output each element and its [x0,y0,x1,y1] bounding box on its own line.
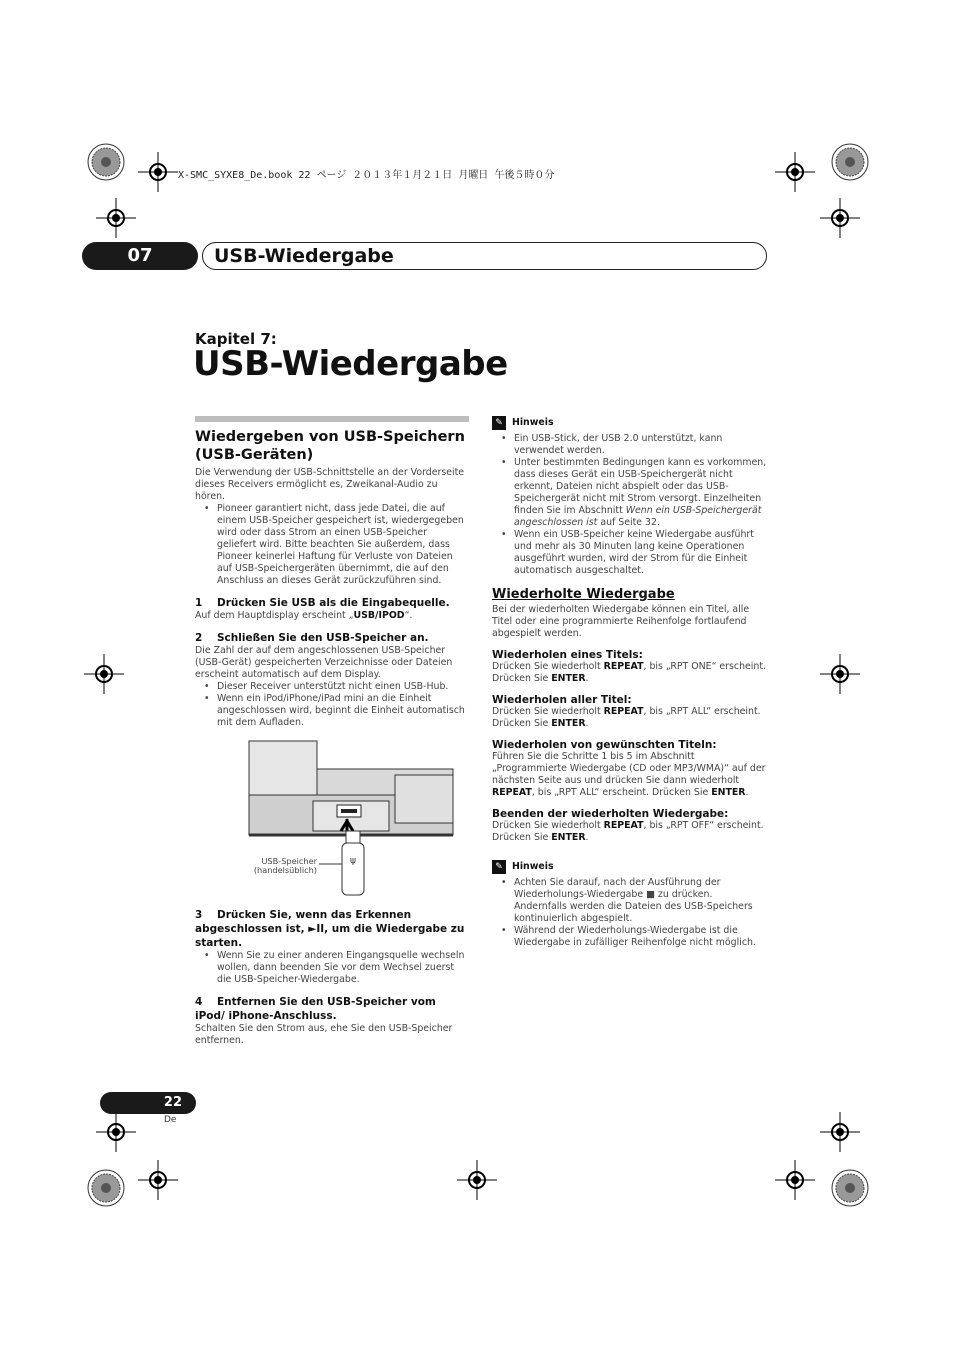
bullet-list [195,950,469,986]
list-item: • Wenn Sie zu einer anderen Eingangsquelle wechseln wollen, dann beenden Sie vor dem Wechsel zuerst die USB-Speicher-Wiedergabe. [195,950,469,986]
hint-icon: ✎ [492,860,506,874]
step-1-text: Auf dem Hauptdisplay erscheint „USB/IPOD“. [195,610,413,621]
section-bar [195,416,469,422]
hint-heading: ✎ Hinweis [492,416,768,430]
left-column [195,416,469,1047]
crosshair-mark-icon [820,198,860,238]
page-title: USB-Wiedergabe [193,344,508,384]
registration-mark-icon [84,140,128,184]
crosshair-mark-icon [96,198,136,238]
repeat-one-heading: Wiederholen eines Titels: [492,649,643,661]
repeat-one-text: Drücken Sie wiederholt REPEAT, bis „RPT ONE“ erscheint. Drücken Sie ENTER. [492,661,766,684]
print-info: X-SMC_SYXE8_De.book 22 ページ ２０１３年１月２１日 月曜日 午後５時０分 [178,170,555,181]
crosshair-mark-icon [820,654,860,694]
illustration-label: USB-Speicher (handelsüblich) [253,856,317,875]
crosshair-mark-icon [457,1160,497,1200]
section-heading: Wiederholte Wiedergabe [492,587,675,602]
step-3: 3 Drücken Sie, wenn das Erkennen abgeschlossen ist, ►II, um die Wiedergabe zu starten. [195,909,465,949]
list-item: • Achten Sie darauf, nach der Ausführung der Wiederholungs-Wiedergabe ■ zu drücken. Andernfalls werden die Dateien des USB-Speichers kontinuierlich abgespielt. [492,877,768,925]
section-heading: Wiedergeben von USB-Speichern (USB-Geräten) [195,429,465,463]
bullet-list [492,433,768,577]
repeat-selected-heading: Wiederholen von gewünschten Titeln: [492,739,717,751]
registration-mark-icon [84,1166,128,1210]
header-title: USB-Wiedergabe [214,245,394,267]
page-language: De [164,1115,177,1125]
crosshair-mark-icon [775,152,815,192]
repeat-all-heading: Wiederholen aller Titel: [492,694,632,706]
crosshair-mark-icon [84,654,124,694]
bullet-list [492,877,768,949]
repeat-intro: Bei der wiederholten Wiedergabe können ein Titel, alle Titel oder eine programmierte Reihenfolge fortlaufend abgespielt werden. [492,604,750,639]
crosshair-mark-icon [820,1112,860,1152]
crosshair-mark-icon [138,1160,178,1200]
repeat-stop-heading: Beenden der wiederholten Wiedergabe: [492,808,729,820]
crosshair-mark-icon [96,1112,136,1152]
step-4: 4 Entfernen Sie den USB-Speicher vom iPod/ iPhone-Anschluss. [195,996,436,1022]
bullet-list [195,503,469,587]
page-number: 22 [163,1095,182,1110]
step-4-text: Schalten Sie den Strom aus, ehe Sie den USB-Speicher entfernen. [195,1023,453,1046]
hint-heading: ✎ Hinweis [492,860,768,874]
list-item: • Während der Wiederholungs-Wiedergabe ist die Wiedergabe in zufälliger Reihenfolge nicht möglich. [492,925,768,949]
list-item: • Dieser Receiver unterstützt nicht einen USB-Hub. [195,681,469,693]
repeat-stop-text: Drücken Sie wiederholt REPEAT, bis „RPT OFF“ erscheint. Drücken Sie ENTER. [492,820,764,843]
svg-text:ψ: ψ [350,856,356,866]
crosshair-mark-icon [775,1160,815,1200]
receiver-usb-drawing-icon [195,739,469,899]
registration-mark-icon [828,140,872,184]
list-item: • Wenn ein USB-Speicher keine Wiedergabe ausführt und mehr als 30 Minuten lang keine Operationen ausgeführt wurden, wird der Strom für die Einheit automatisch ausgeschaltet. [492,529,768,577]
bullet-list [195,681,469,729]
intro-text: Die Verwendung der USB-Schnittstelle an der Vorderseite dieses Receivers ermöglicht es, Zweikanal-Audio zu hören. [195,467,465,502]
crosshair-mark-icon [138,152,178,192]
list-item: • Pioneer garantiert nicht, dass jede Datei, die auf einem USB-Speicher gespeichert ist, wiedergegeben wird oder dass Strom an einen USB-Speicher geliefert wird. Bitte beachten Sie außerdem, dass Pioneer keinerlei Haftung für Verluste von Dateien auf USB-Speichergeräten übernimmt, die auf den Anschluss an dieses Gerät zurückzuführen sind. [195,503,469,587]
step-1: 1 Drücken Sie USB als die Eingabequelle. [195,597,450,609]
usb-illustration [195,739,469,899]
registration-mark-icon [828,1166,872,1210]
step-2-text: Die Zahl der auf dem angeschlossenen USB-Speicher (USB-Gerät) gespeicherten Verzeichnisse oder Dateien erscheint automatisch auf dem Display. [195,645,453,680]
list-item: • Ein USB-Stick, der USB 2.0 unterstützt, kann verwendet werden. [492,433,768,457]
right-column [492,416,768,949]
repeat-all-text: Drücken Sie wiederholt REPEAT, bis „RPT ALL“ erscheint. Drücken Sie ENTER. [492,706,761,729]
hint-icon: ✎ [492,416,506,430]
list-item: • Unter bestimmten Bedingungen kann es vorkommen, dass dieses Gerät ein USB-Speichergerät nicht erkennt, Dateien nicht abspielt oder das USB-Speichergerät nicht mit Strom versorgt. Einzelheiten finden Sie im Abschnitt Wenn ein USB-Speichergerät angeschlossen ist auf Seite 32. [492,457,768,529]
list-item: • Wenn ein iPod/iPhone/iPad mini an die Einheit angeschlossen wird, beginnt die Einheit automatisch mit dem Aufladen. [195,693,469,729]
step-2: 2 Schließen Sie den USB-Speicher an. [195,632,429,644]
chapter-label: Kapitel 7: [195,330,277,348]
chapter-number: 07 [127,245,153,266]
repeat-selected-text: Führen Sie die Schritte 1 bis 5 im Abschnitt „Programmierte Wiedergabe (CD oder MP3/WMA)“ auf der nächsten Seite aus und drücken Sie dann wiederholt REPEAT, bis „RPT ALL“ erscheint. Drücken Sie ENTER. [492,751,766,798]
